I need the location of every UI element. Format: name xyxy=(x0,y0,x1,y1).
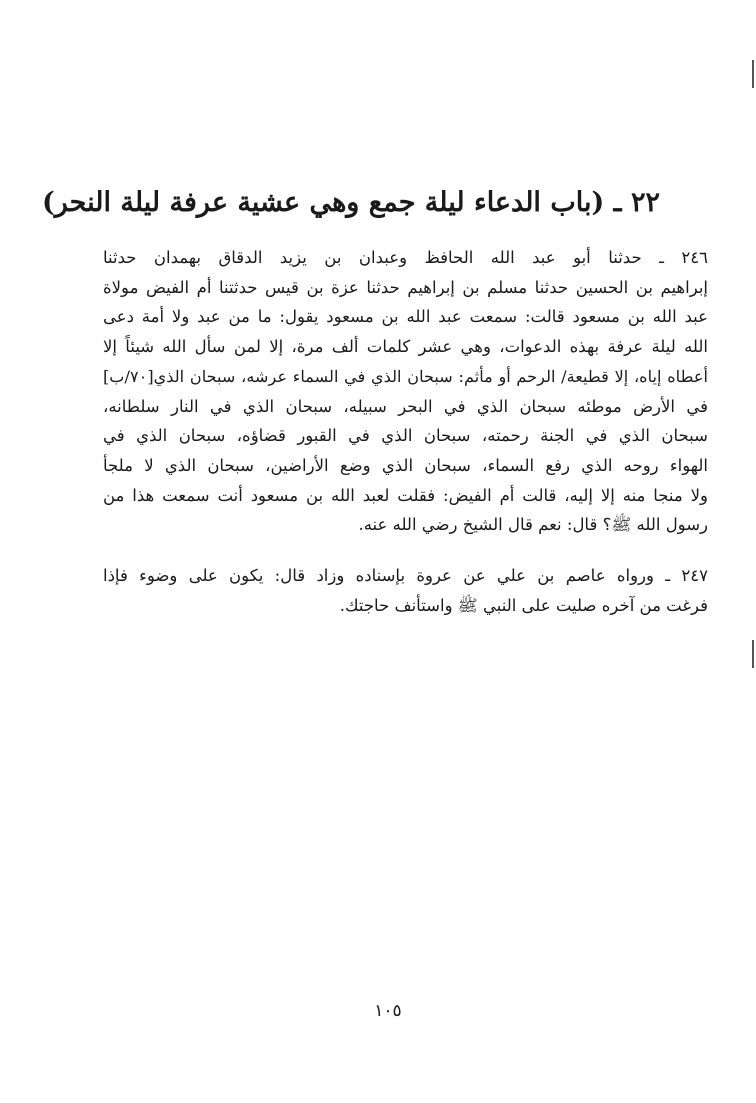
chapter-heading: ٢٢ ـ (باب الدعاء ليلة جمع وهي عشية عرفة ليلة النحر) xyxy=(41,187,660,218)
text-line: في الأرض موطئه سبحان الذي في البحر سبيله، سبحان الذي في النار سلطانه، xyxy=(103,396,708,416)
text-line: عبد الله بن مسعود قالت: سمعت عبد الله بن مسعود يقول: ما من عبد ولا أمة دعى xyxy=(103,307,708,327)
text-line: ٢٤٦ ـ حدثنا أبو عبد الله الحافظ وعبدان بن يزيد الدقاق بهمدان حدثنا xyxy=(103,248,708,267)
text-line: إبراهيم بن الحسين حدثنا مسلم بن إبراهيم حدثنا عزة بن قيس حدثتنا أم الفيض مولاة xyxy=(103,277,708,297)
scan-edge-mark xyxy=(752,60,754,88)
hadith-246 xyxy=(103,243,708,540)
hadith-247 xyxy=(103,561,708,620)
text-line: رسول الله ﷺ؟ قال: نعم قال الشيخ رضي الله عنه. xyxy=(358,515,708,535)
text-line: سبحان الذي في الجنة رحمته، سبحان الذي في القبور قضاؤه، سبحان الذي في xyxy=(103,426,708,446)
text-line: فرغت من آخره صليت على النبي ﷺ واستأنف حاجتك. xyxy=(339,595,708,615)
scan-edge-mark xyxy=(752,640,754,668)
text-line: الله ليلة عرفة بهذه الدعوات، وهي عشر كلمات ألف مرة، إلا لمن سأل الله شيئاً إلا xyxy=(103,337,708,357)
text-line: أعطاه إياه، إلا قطيعة/ الرحم أو مأثم: سبحان الذي في السماء عرشه، سبحان الذي[٧٠/ب] xyxy=(103,366,708,386)
page-number: ١٠٥ xyxy=(374,1001,402,1021)
text-line: ولا منجا منه إلا إليه، قالت أم الفيض: فقلت لعبد الله بن مسعود أنت سمعت هذا من xyxy=(103,485,708,505)
text-line: ٢٤٧ ـ ورواه عاصم بن علي عن عروة بإسناده وزاد قال: يكون على وضوء فإذا xyxy=(103,566,708,585)
text-line: الهواء روحه الذي رفع السماء، سبحان الذي وضع الأراضين، سبحان الذي لا ملجأ xyxy=(103,455,708,475)
